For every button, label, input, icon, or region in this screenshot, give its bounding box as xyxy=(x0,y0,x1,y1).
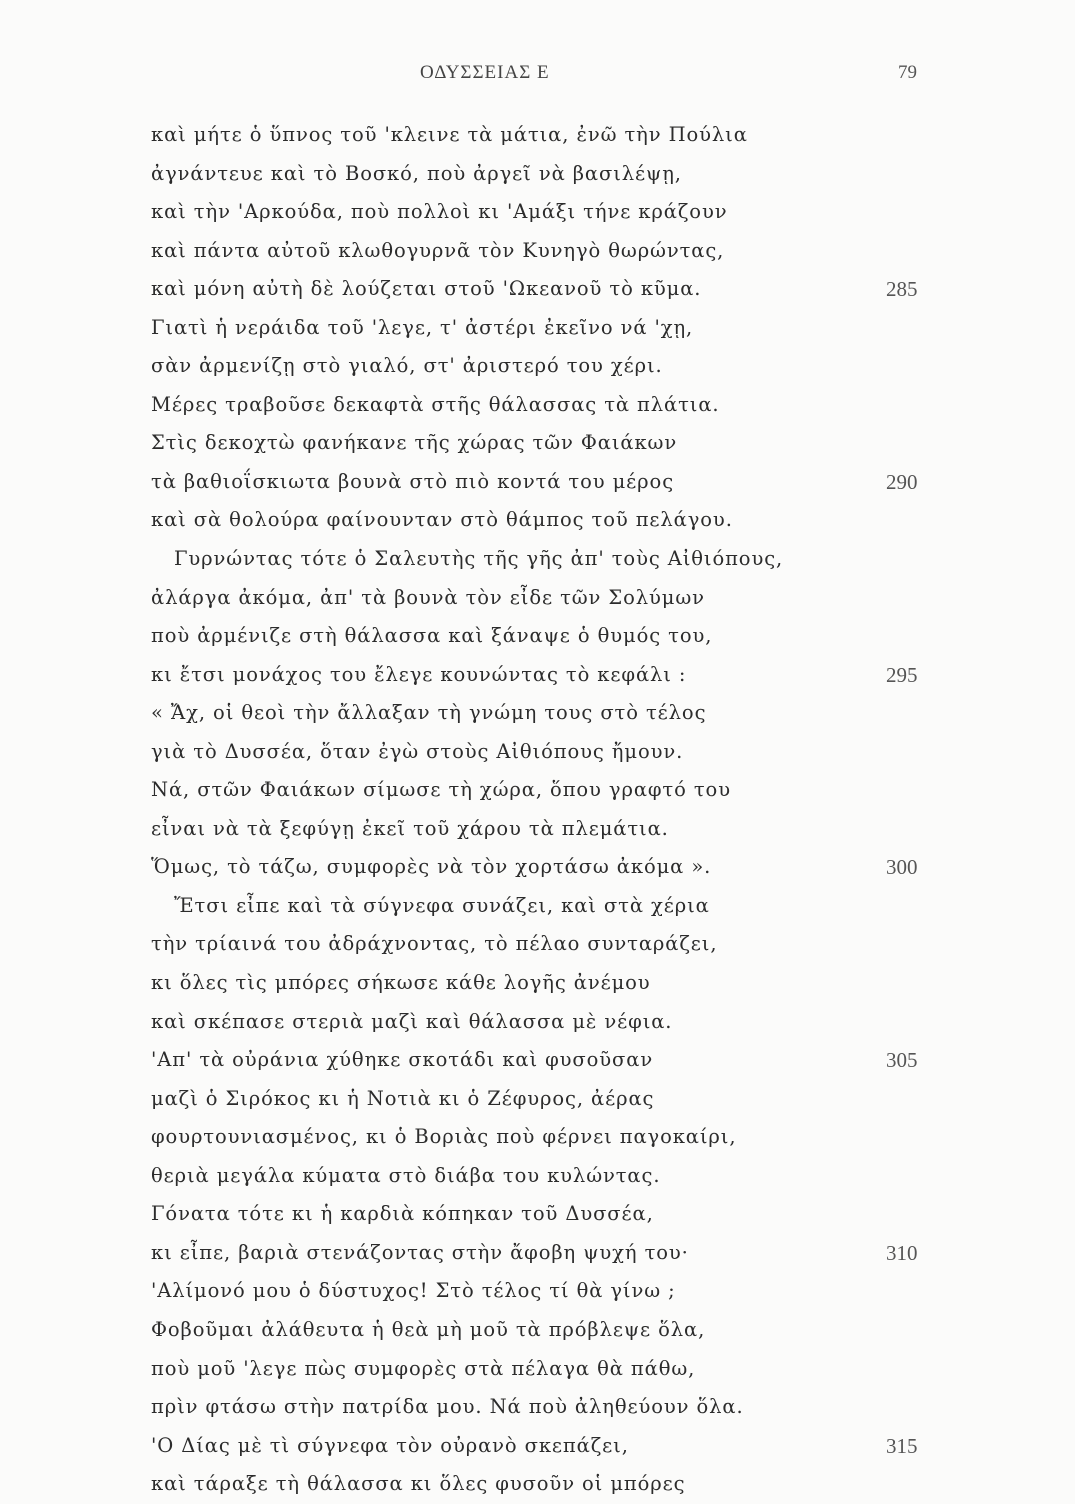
verse-text: 'Απ' τὰ οὐράνια χύθηκε σκοτάδι καὶ φυσοῦσαν xyxy=(151,1048,654,1072)
verse-line xyxy=(0,1465,1075,1504)
verse-text: Γιατὶ ἡ νεράιδα τοῦ 'λεγε, τ' ἀστέρι ἐκεῖνο νά 'χῃ, xyxy=(151,315,694,339)
verse-line xyxy=(0,579,1075,618)
verse-text: Νά, στῶν Φαιάκων σίμωσε τὴ χώρα, ὅπου γραφτό του xyxy=(151,778,731,802)
verse-line xyxy=(0,1272,1075,1311)
verse-line xyxy=(0,540,1075,579)
verse-line xyxy=(0,1003,1075,1042)
verse-text: εἶναι νὰ τὰ ξεφύγῃ ἐκεῖ τοῦ χάρου τὰ πλεμάτια. xyxy=(151,816,669,840)
verse-text: καὶ τὴν 'Αρκούδα, ποὺ πολλοὶ κι 'Αμάξι τήνε κράζουν xyxy=(151,200,728,224)
line-number: 310 xyxy=(886,1240,918,1265)
verse-text: κι ὅλες τὶς μπόρες σήκωσε κάθε λογῆς ἀνέμου xyxy=(151,971,651,995)
line-number: 290 xyxy=(886,469,918,494)
verse-text: 'Αλίμονό μου ὁ δύστυχος! Στὸ τέλος τί θὰ γίνω ; xyxy=(151,1279,676,1303)
verse-text: τὰ βαθιοΐσκιωτα βουνὰ στὸ πιὸ κοντά του μέρος xyxy=(151,469,675,493)
verse-line xyxy=(0,656,1075,695)
verse-line xyxy=(0,1350,1075,1389)
verse-line xyxy=(0,116,1075,155)
verse-line xyxy=(0,1041,1075,1080)
line-number: 300 xyxy=(886,855,918,880)
verse-text: πρὶν φτάσω στὴν πατρίδα μου. Νά ποὺ ἀληθεύουν ὅλα. xyxy=(151,1395,744,1419)
verse-text: καὶ μόνη αὐτὴ δὲ λούζεται στοῦ 'Ωκεανοῦ τὸ κῦμα. xyxy=(151,277,702,301)
verse-line xyxy=(0,386,1075,425)
verse-text: Στὶς δεκοχτὼ φανήκανε τῆς χώρας τῶν Φαιάκων xyxy=(151,431,678,455)
verse-line xyxy=(0,463,1075,502)
verse-line xyxy=(0,309,1075,348)
verse-line xyxy=(0,155,1075,194)
verse-text: μαζὶ ὁ Σιρόκος κι ἡ Νοτιὰ κι ὁ Ζέφυρος, ἀέρας xyxy=(151,1086,655,1110)
verse-line xyxy=(0,1388,1075,1427)
verse-line xyxy=(0,1080,1075,1119)
verse-text: ποὺ ἀρμένιζε στὴ θάλασσα καὶ ξάναψε ὁ θυμός του, xyxy=(151,624,713,648)
verse-text: καὶ σὰ θολούρα φαίνουνταν στὸ θάμπος τοῦ πελάγου. xyxy=(151,508,733,532)
verse-line xyxy=(0,887,1075,926)
verse-text: σὰν ἀρμενίζῃ στὸ γιαλό, στ' ἀριστερό του χέρι. xyxy=(151,354,663,378)
verse-text: Γόνατα τότε κι ἡ καρδιὰ κόπηκαν τοῦ Δυσσέα, xyxy=(151,1202,654,1226)
verse-line xyxy=(0,694,1075,733)
verse-line xyxy=(0,1195,1075,1234)
verse-line xyxy=(0,1157,1075,1196)
verse-text: καὶ πάντα αὐτοῦ κλωθογυρνᾶ τὸν Κυνηγὸ θωρώντας, xyxy=(151,238,725,262)
verse-line xyxy=(0,848,1075,887)
verse-line xyxy=(0,617,1075,656)
verse-text: γιὰ τὸ Δυσσέα, ὅταν ἐγὼ στοὺς Αἰθιόπους ἤμουν. xyxy=(151,739,684,763)
verse-text: Μέρες τραβοῦσε δεκαφτὰ στῆς θάλασσας τὰ πλάτια. xyxy=(151,392,720,416)
verse-text: Φοβοῦμαι ἀλάθευτα ἡ θεὰ μὴ μοῦ τὰ πρόβλεψε ὅλα, xyxy=(151,1317,706,1341)
verse-line xyxy=(0,810,1075,849)
verse-line xyxy=(0,347,1075,386)
verse-text: Γυρνώντας τότε ὁ Σαλευτὴς τῆς γῆς ἀπ' τοὺς Αἰθιόπους, xyxy=(174,547,784,571)
verse-text: κι εἶπε, βαριὰ στενάζοντας στὴν ἄφοβη ψυχή του· xyxy=(151,1240,689,1264)
verse-text: ἀλάργα ἀκόμα, ἀπ' τὰ βουνὰ τὸν εἶδε τῶν Σολύμων xyxy=(151,585,705,609)
verse-line xyxy=(0,1311,1075,1350)
verse-line xyxy=(0,232,1075,271)
line-number: 285 xyxy=(886,277,918,302)
verse-line xyxy=(0,733,1075,772)
line-number: 295 xyxy=(886,662,918,687)
verse-line xyxy=(0,925,1075,964)
verse-line xyxy=(0,270,1075,309)
verse-text: καὶ μήτε ὁ ὕπνος τοῦ 'κλεινε τὰ μάτια, ἐνῶ τὴν Πούλια xyxy=(151,123,748,146)
verse-text: ποὺ μοῦ 'λεγε πὼς συμφορὲς στὰ πέλαγα θὰ πάθω, xyxy=(151,1356,696,1380)
verse-line xyxy=(0,1234,1075,1273)
verse-line xyxy=(0,193,1075,232)
verse-text: ἀγνάντευε καὶ τὸ Βοσκό, ποὺ ἀργεῖ νὰ βασιλέψῃ, xyxy=(151,161,682,185)
verse-text: Ἔτσι εἶπε καὶ τὰ σύγνεφα συνάζει, καὶ στὰ χέρια xyxy=(174,893,710,917)
verse-line xyxy=(0,501,1075,540)
line-number: 315 xyxy=(886,1433,918,1458)
verse-text: καὶ τάραξε τὴ θάλασσα κι ὅλες φυσοῦν οἱ μπόρες xyxy=(151,1472,686,1496)
verse-text: κι ἔτσι μονάχος του ἔλεγε κουνώντας τὸ κεφάλι : xyxy=(151,662,687,686)
verse-line xyxy=(0,964,1075,1003)
verse-text: Ὅμως, τὸ τάζω, συμφορὲς νὰ τὸν χορτάσω ἀκόμα ». xyxy=(151,855,712,879)
verse-text: θεριὰ μεγάλα κύματα στὸ διάβα του κυλώντας. xyxy=(151,1163,661,1187)
verse-line xyxy=(0,1118,1075,1157)
verse-text: τὴν τρίαινά του ἀδράχνοντας, τὸ πέλαο συνταράζει, xyxy=(151,932,718,956)
verse-text: φουρτουνιασμένος, κι ὁ Βοριὰς ποὺ φέρνει παγοκαίρι, xyxy=(151,1125,737,1149)
verse-text: καὶ σκέπασε στεριὰ μαζὶ καὶ θάλασσα μὲ νέφια. xyxy=(151,1009,673,1033)
poem-text xyxy=(0,116,1075,1504)
verse-text: 'Ο Δίας μὲ τὶ σύγνεφα τὸν οὐρανὸ σκεπάζει, xyxy=(151,1433,629,1457)
verse-line xyxy=(0,771,1075,810)
running-title: ΟΔΥΣΣΕΙΑΣ Ε xyxy=(420,62,550,83)
page-number: 79 xyxy=(898,62,917,83)
verse-line xyxy=(0,424,1075,463)
verse-line xyxy=(0,1427,1075,1466)
verse-text: « Ἄχ, οἱ θεοὶ τὴν ἄλλαξαν τὴ γνώμη τους στὸ τέλος xyxy=(151,701,707,725)
line-number: 305 xyxy=(886,1048,918,1073)
running-head xyxy=(0,62,1075,92)
